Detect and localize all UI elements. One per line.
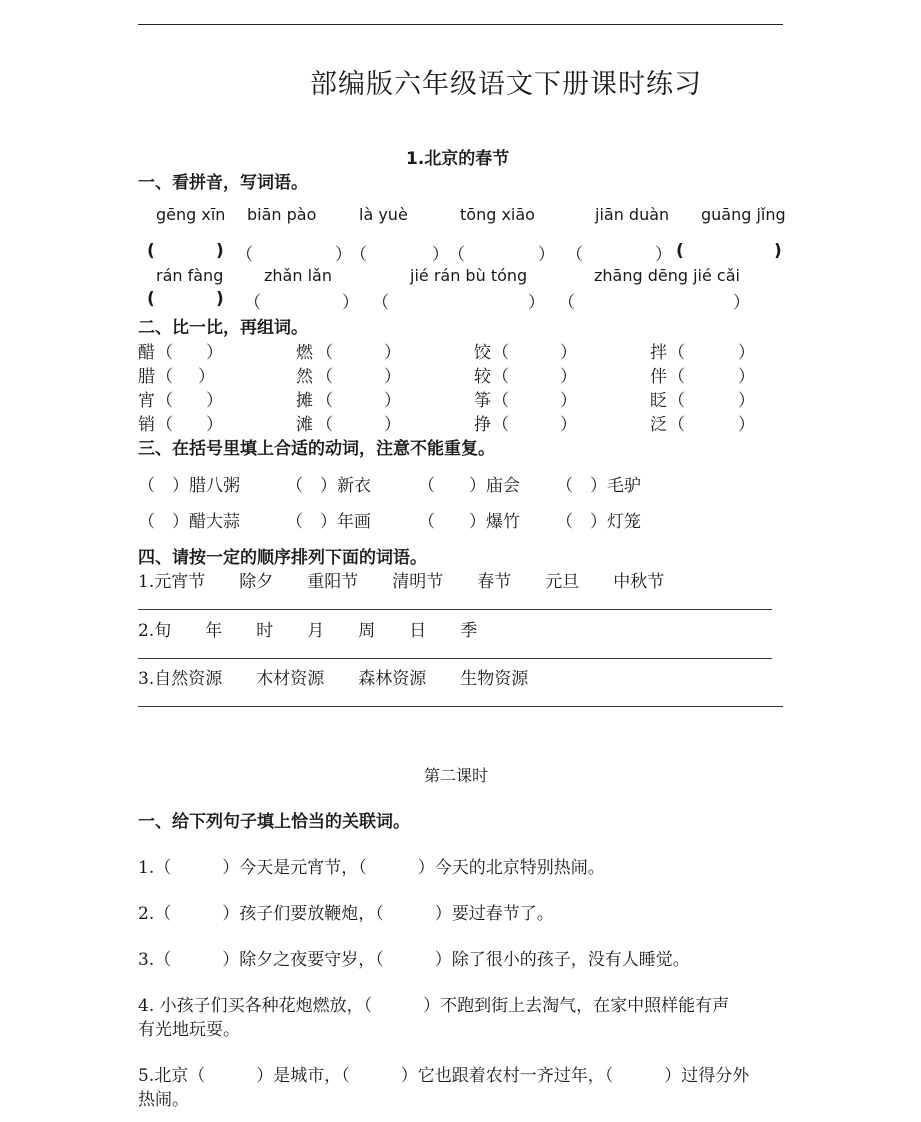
bracket-close: ） bbox=[738, 367, 755, 387]
verb-item: （ ）新衣 bbox=[286, 476, 371, 496]
bracket-open: （ bbox=[316, 343, 333, 363]
section-heading-compare: 二、比一比，再组词。 bbox=[138, 318, 308, 338]
compare-char: 筝 bbox=[474, 391, 491, 411]
answer-bracket-open: ( bbox=[676, 241, 684, 261]
bracket-close: ） bbox=[206, 391, 223, 411]
answer-bracket-close: ） bbox=[538, 245, 555, 265]
answer-bracket-open: （ bbox=[236, 245, 253, 265]
compare-char: 伴 bbox=[650, 367, 667, 387]
bracket-open: （ bbox=[156, 343, 173, 363]
pinyin-word: jié rán bù tóng bbox=[410, 266, 528, 285]
bracket-open: （ bbox=[316, 367, 333, 387]
section-heading-verbs: 三、在括号里填上合适的动词，注意不能重复。 bbox=[138, 439, 495, 459]
bracket-close: ） bbox=[738, 343, 755, 363]
conjunction-sentence-1: 1.（ ）今天是元宵节，（ ）今天的北京特别热闹。 bbox=[138, 858, 605, 878]
pinyin-word: jiān duàn bbox=[595, 205, 670, 224]
answer-bracket-close: ) bbox=[216, 289, 224, 309]
verb-item: （ ）醋大蒜 bbox=[138, 512, 240, 532]
answer-bracket-close: ） bbox=[342, 293, 359, 313]
answer-bracket-close: ） bbox=[655, 245, 672, 265]
compare-char: 滩 bbox=[296, 415, 313, 435]
section-heading-pinyin: 一、看拼音，写词语。 bbox=[138, 173, 308, 193]
compare-char: 眨 bbox=[650, 391, 667, 411]
answer-bracket-close: ） bbox=[733, 293, 750, 313]
bracket-open: （ bbox=[492, 343, 509, 363]
top-rule bbox=[138, 24, 783, 25]
conjunction-sentence-5-cont: 热闹。 bbox=[138, 1090, 189, 1110]
compare-char: 摊 bbox=[296, 391, 313, 411]
pinyin-word: rán fàng bbox=[156, 266, 224, 285]
order-item-2: 2.旬 年 时 月 周 日 季 bbox=[138, 621, 478, 641]
answer-line bbox=[138, 706, 783, 707]
bracket-open: （ bbox=[492, 367, 509, 387]
pinyin-word: guāng jǐng bbox=[701, 205, 786, 224]
bracket-open: （ bbox=[156, 391, 173, 411]
compare-char: 腊 bbox=[138, 367, 155, 387]
bracket-close: ） bbox=[384, 343, 401, 363]
pinyin-word: tōng xiāo bbox=[460, 205, 535, 224]
compare-char: 泛 bbox=[650, 415, 667, 435]
answer-bracket-open: ( bbox=[147, 289, 155, 309]
document-title: 部编版六年级语文下册课时练习 bbox=[310, 69, 702, 100]
verb-item: （ ）腊八粥 bbox=[138, 476, 240, 496]
conjunction-sentence-3: 3.（ ）除夕之夜要守岁，（ ）除了很小的孩子，没有人睡觉。 bbox=[138, 950, 690, 970]
bracket-open: （ bbox=[492, 391, 509, 411]
compare-char: 销 bbox=[138, 415, 155, 435]
bracket-open: （ bbox=[156, 367, 173, 387]
bracket-open: （ bbox=[316, 391, 333, 411]
order-item-1: 1.元宵节 除夕 重阳节 清明节 春节 元旦 中秋节 bbox=[138, 572, 665, 592]
answer-bracket-close: ) bbox=[216, 241, 224, 261]
bracket-close: ） bbox=[206, 343, 223, 363]
section-heading-order: 四、请按一定的顺序排列下面的词语。 bbox=[138, 548, 427, 568]
answer-line bbox=[138, 609, 772, 610]
pinyin-word: biān pào bbox=[247, 205, 317, 224]
bracket-close: ） bbox=[560, 343, 577, 363]
answer-line bbox=[138, 658, 772, 659]
bracket-close: ） bbox=[560, 391, 577, 411]
pinyin-word: gēng xīn bbox=[156, 205, 226, 224]
conjunction-sentence-5: 5.北京（ ）是城市，（ ）它也跟着农村一齐过年，（ ）过得分外 bbox=[138, 1066, 750, 1086]
compare-char: 较 bbox=[474, 367, 491, 387]
bracket-open: （ bbox=[156, 415, 173, 435]
compare-char: 宵 bbox=[138, 391, 155, 411]
bracket-close: ） bbox=[384, 367, 401, 387]
answer-bracket-open: （ bbox=[566, 245, 583, 265]
conjunction-sentence-4: 4. 小孩子们买各种花炮燃放，（ ）不跑到街上去淘气，在家中照样能有声 bbox=[138, 996, 730, 1016]
verb-item: （ ）爆竹 bbox=[418, 512, 520, 532]
bracket-open: （ bbox=[668, 343, 685, 363]
bracket-open: （ bbox=[668, 391, 685, 411]
bracket-close: ） bbox=[206, 415, 223, 435]
compare-char: 然 bbox=[296, 367, 313, 387]
conjunction-sentence-2: 2.（ ）孩子们要放鞭炮，（ ）要过春节了。 bbox=[138, 904, 554, 924]
conjunction-sentence-4-cont: 有光地玩耍。 bbox=[138, 1020, 240, 1040]
bracket-open: （ bbox=[668, 415, 685, 435]
verb-item: （ ）年画 bbox=[286, 512, 371, 532]
lesson-title: 1.北京的春节 bbox=[406, 149, 510, 169]
answer-bracket-open: （ bbox=[558, 293, 575, 313]
verb-item: （ ）毛驴 bbox=[556, 476, 641, 496]
order-item-3: 3.自然资源 木材资源 森林资源 生物资源 bbox=[138, 669, 529, 689]
answer-bracket-close: ） bbox=[335, 245, 352, 265]
bracket-close: ） bbox=[560, 367, 577, 387]
answer-bracket-close: ) bbox=[774, 241, 782, 261]
answer-bracket-close: ） bbox=[432, 245, 449, 265]
bracket-open: （ bbox=[492, 415, 509, 435]
compare-char: 醋 bbox=[138, 343, 155, 363]
compare-char: 拌 bbox=[650, 343, 667, 363]
bracket-close: ） bbox=[384, 415, 401, 435]
pinyin-word: zhāng dēng jié cǎi bbox=[594, 266, 740, 285]
bracket-open: （ bbox=[316, 415, 333, 435]
bracket-close: ） bbox=[560, 415, 577, 435]
compare-char: 饺 bbox=[474, 343, 491, 363]
bracket-close: ） bbox=[384, 391, 401, 411]
bracket-close: ） bbox=[198, 367, 215, 387]
answer-bracket-open: （ bbox=[372, 293, 389, 313]
lesson2-title: 第二课时 bbox=[424, 766, 489, 785]
answer-bracket-close: ） bbox=[528, 293, 545, 313]
pinyin-word: zhǎn lǎn bbox=[264, 266, 332, 285]
compare-char: 挣 bbox=[474, 415, 491, 435]
answer-bracket-open: ( bbox=[147, 241, 155, 261]
answer-bracket-open: （ bbox=[350, 245, 367, 265]
verb-item: （ ）庙会 bbox=[418, 476, 520, 496]
section-heading-conjunctions: 一、给下列句子填上恰当的关联词。 bbox=[138, 812, 410, 832]
answer-bracket-open: （ bbox=[448, 245, 465, 265]
bracket-close: ） bbox=[738, 415, 755, 435]
bracket-open: （ bbox=[668, 367, 685, 387]
answer-bracket-open: （ bbox=[244, 293, 261, 313]
verb-item: （ ）灯笼 bbox=[556, 512, 641, 532]
bracket-close: ） bbox=[738, 391, 755, 411]
compare-char: 燃 bbox=[296, 343, 313, 363]
pinyin-word: là yuè bbox=[359, 205, 408, 224]
